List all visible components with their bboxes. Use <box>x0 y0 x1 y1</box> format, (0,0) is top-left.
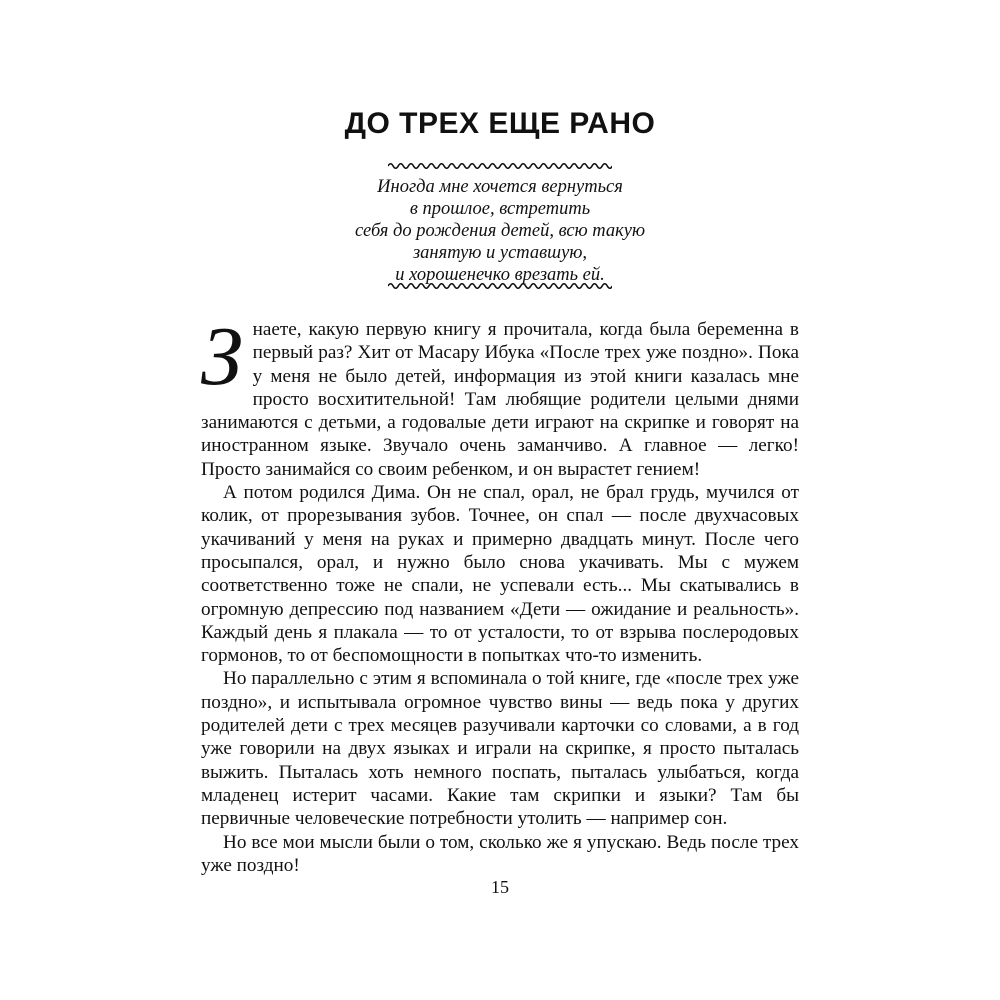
page-number: 15 <box>491 877 509 897</box>
epigraph-line: себя до рождения детей, всю такую <box>355 221 645 241</box>
epigraph-line: Иногда мне хочется вернуться <box>377 177 623 197</box>
wave-divider-top <box>388 160 612 172</box>
epigraph-line: занятую и уставшую, <box>412 243 588 263</box>
chapter-body <box>201 310 799 877</box>
epigraph-line: в прошлое, встретить <box>409 199 591 219</box>
chapter-title: ДО ТРЕХ ЕЩЕ РАНО <box>344 107 656 140</box>
paragraph: А потом родился Дима. Он не спал, орал, не брал грудь, мучился от колик, от прорезывания зубов. Точнее, он спал — после двухчасовых укачиваний у меня на руках и примерно двадцать минут. После чего просыпался, орал, и нужно было снова укачивать. Мы с мужем соответственно тоже не спали, не успевали есть... Мы скатывались в огромную депрессию под названием «Дети — ожидание и реальность». Каждый день я плакала — то от усталости, то от взрыва послеродовых гормонов, то от беспомощности в попытках что-то изменить. <box>201 482 799 667</box>
drop-cap: З <box>201 310 243 403</box>
epigraph <box>330 176 670 286</box>
paragraph: наете, какую первую книгу я прочитала, когда была беременна в первый раз? Хит от Масару Ибука «После трех уже поздно». Пока у меня не было детей, информация из этой книги казалась мне просто восхитительной! Там любящие родители целыми днями занимаются с детьми, а годовалые дети играют на скрипке и говорят на иностранном языке. Звучало очень заманчиво. А главное — легко! Просто занимайся со своим ребенком, и он вырастет гением! <box>201 319 799 480</box>
epigraph-line: и хорошенечко врезать ей. <box>395 265 605 285</box>
wave-divider-bottom <box>388 280 612 292</box>
paragraph: Но все мои мысли были о том, сколько же я упускаю. Ведь после трех уже поздно! <box>201 831 799 876</box>
paragraph: Но параллельно с этим я вспоминала о той книге, где «после трех уже поздно», и испытывала огромное чувство вины — ведь пока у других родителей дети с трех месяцев разучивали карточки со словами, а в год уже говорили на двух языках и играли на скрипке, я просто пыталась выжить. Пыталась хоть немного поспать, пыталась улыбаться, когда младенец истерит часами. Какие там скрипки и языки? Там бы первичные человеческие потребности утолить — например сон. <box>201 668 799 830</box>
